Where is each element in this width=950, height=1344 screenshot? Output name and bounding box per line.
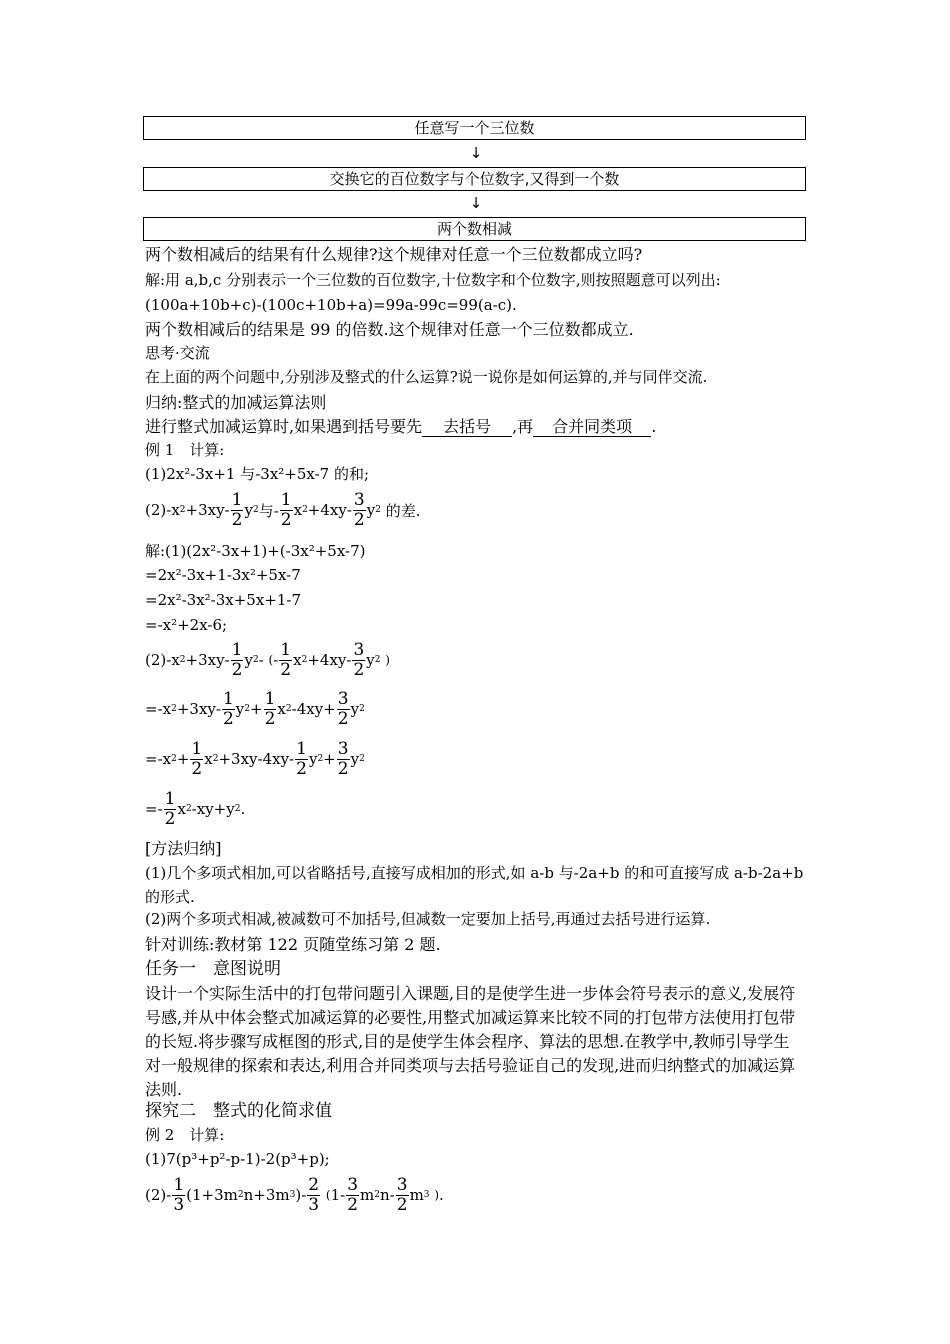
method-title: [方法归纳] bbox=[145, 839, 222, 858]
fraction: $\frac{1}{2}$ bbox=[164, 788, 176, 829]
fraction: $\frac{1}{2}$ bbox=[191, 738, 203, 779]
sol-ex1-part2-line4: =- $\frac{1}{2}$ x 2 -xy+y 2 . bbox=[145, 788, 246, 829]
think-question: 在上面的两个问题中,分别涉及整式的什么运算?说一说你是如何运算的,并与同伴交流. bbox=[145, 368, 708, 386]
fraction: $\frac{3}{2}$ bbox=[337, 738, 349, 779]
rule-sentence bbox=[145, 414, 805, 439]
sol-ex1-part2-line3: =-x 2 + $\frac{1}{2}$ x 2 +3xy-4xy- $\frac{1}{2}$ y 2 + $\frac{3}{2}$ y 2 bbox=[145, 738, 365, 779]
sol-ex1-step0: 解:(1)(2x²-3x+1)+(-3x²+5x-7) bbox=[145, 542, 366, 560]
rule-prefix: 进行整式加减运算时,如果遇到括号要先 bbox=[145, 417, 423, 436]
flow-arrow-down-icon: ↓ bbox=[469, 194, 483, 212]
example-1-title: 例 1 计算: bbox=[145, 441, 225, 459]
method-1: (1)几个多项式相加,可以省略括号,直接写成相加的形式,如 a-b 与-2a+b 的和可直接写成 a-b-2a+b 的形式. bbox=[145, 864, 804, 906]
ex1-p2-tail: 的差. bbox=[385, 501, 421, 520]
fraction: $\frac{1}{3}$ bbox=[173, 1174, 185, 1215]
summary-title: 归纳:整式的加减运算法则 bbox=[145, 393, 327, 412]
task1-title: 任务一 意图说明 bbox=[145, 959, 281, 979]
fraction: $\frac{3}{2}$ bbox=[353, 489, 365, 530]
fraction: $\frac{3}{2}$ bbox=[396, 1174, 408, 1215]
flow-box-step2 bbox=[143, 167, 806, 191]
sol-ex1-part2-line1: (2) -x 2 +3xy- $\frac{1}{2}$ y 2 - ( - $\frac{1}{2}$ x 2 +4xy- $\frac{3}{2}$ y 2 ) bbox=[145, 639, 390, 680]
example-2-title: 例 2 计算: bbox=[145, 1126, 225, 1144]
question-1: 两个数相减后的结果有什么规律?这个规律对任意一个三位数都成立吗? bbox=[145, 245, 643, 264]
example-1-part1: (1)2x²-3x+1 与-3x²+5x-7 的和; bbox=[145, 465, 370, 483]
sol-ex1-part2-line2: =-x 2 +3xy- $\frac{1}{2}$ y 2 + $\frac{1}{2}$ x 2 -4xy+ $\frac{3}{2}$ y 2 bbox=[145, 688, 365, 729]
fraction: $\frac{1}{2}$ bbox=[222, 688, 234, 729]
flow-box-step1 bbox=[143, 116, 806, 140]
think-heading: 思考·交流 bbox=[145, 344, 210, 362]
task1-text: 设计一个实际生活中的打包带问题引入课题,目的是使学生进一步体会符号表示的意义,发展符号感,并从中体会整式加减运算的必要性,用整式加减运算来比较不同的打包带方法使用打包带的长短.将步骤写成框图的形式,目的是使学生体会程序、算法的思想.在教学中,教师引导学生对一般规律的探索和表达,利用合并同类项与去括号验证自己的发现,进而归纳整式的加减运算法则. bbox=[145, 984, 796, 1099]
fraction: $\frac{3}{2}$ bbox=[353, 639, 365, 680]
fraction: $\frac{1}{2}$ bbox=[231, 489, 243, 530]
solution-1: 解:用 a,b,c 分别表示一个三位数的百位数字,十位数字和个位数字,则按照题意可以列出: bbox=[145, 271, 721, 289]
sol-ex1-step2: =2x²-3x²-3x+5x+1-7 bbox=[145, 591, 302, 609]
fraction: $\frac{1}{2}$ bbox=[280, 639, 292, 680]
explore2-title: 探究二 整式的化简求值 bbox=[145, 1101, 332, 1121]
sol-ex1-step1: =2x²-3x+1-3x²+5x-7 bbox=[145, 566, 301, 584]
fraction: $\frac{1}{2}$ bbox=[296, 738, 307, 779]
flow-step3-text: 两个数相减 bbox=[436, 220, 512, 238]
solution-1-conclusion: 两个数相减后的结果是 99 的倍数.这个规律对任意一个三位数都成立. bbox=[145, 320, 634, 339]
fraction: $\frac{2}{3}$ bbox=[308, 1174, 320, 1215]
fraction: $\frac{3}{2}$ bbox=[337, 688, 349, 729]
flow-step1-text: 任意写一个三位数 bbox=[414, 119, 535, 137]
flow-step2-text: 交换它的百位数字与个位数字,又得到一个数 bbox=[329, 170, 620, 188]
method-2: (2)两个多项式相减,被减数可不加括号,但减数一定要加上括号,再通过去括号进行运算. bbox=[145, 910, 711, 928]
fraction: $\frac{1}{2}$ bbox=[264, 688, 276, 729]
fraction: $\frac{3}{2}$ bbox=[347, 1174, 359, 1215]
solution-1-equation: (100a+10b+c)-(100c+10b+a)=99a-99c=99(a-c). bbox=[145, 296, 517, 314]
flow-box-step3 bbox=[143, 217, 806, 241]
rule-blank-2: 合并同类项 bbox=[533, 418, 651, 437]
flow-arrow-down-icon: ↓ bbox=[469, 144, 483, 162]
practice-line: 针对训练:教材第 122 页随堂练习第 2 题. bbox=[145, 935, 441, 954]
rule-blank-1: 去括号 bbox=[422, 418, 512, 437]
rule-mid: ,再 bbox=[512, 417, 534, 436]
sol-ex1-step3: =-x²+2x-6; bbox=[145, 616, 228, 634]
ex1-p2-label: (2) bbox=[145, 501, 167, 519]
example-2-part1: (1)7(p³+p²-p-1)-2(p³+p); bbox=[145, 1150, 330, 1168]
rule-end: . bbox=[651, 417, 657, 436]
fraction: $\frac{1}{2}$ bbox=[280, 489, 292, 530]
fraction: $\frac{1}{2}$ bbox=[231, 639, 243, 680]
example-2-part2: (2) - $\frac{1}{3}$ (1+3m 2 n+3m 3 )- $\frac{2}{3}$ ( 1- $\frac{3}{2}$ m 2 n- $\frac{3}{2}$ m 3 ) . bbox=[145, 1174, 444, 1215]
example-1-part2: (2) -x 2 +3xy- $\frac{1}{2}$ y 2 与- $\frac{1}{2}$ x 2 +4xy- $\frac{3}{2}$ y 2 的差. bbox=[145, 489, 421, 530]
